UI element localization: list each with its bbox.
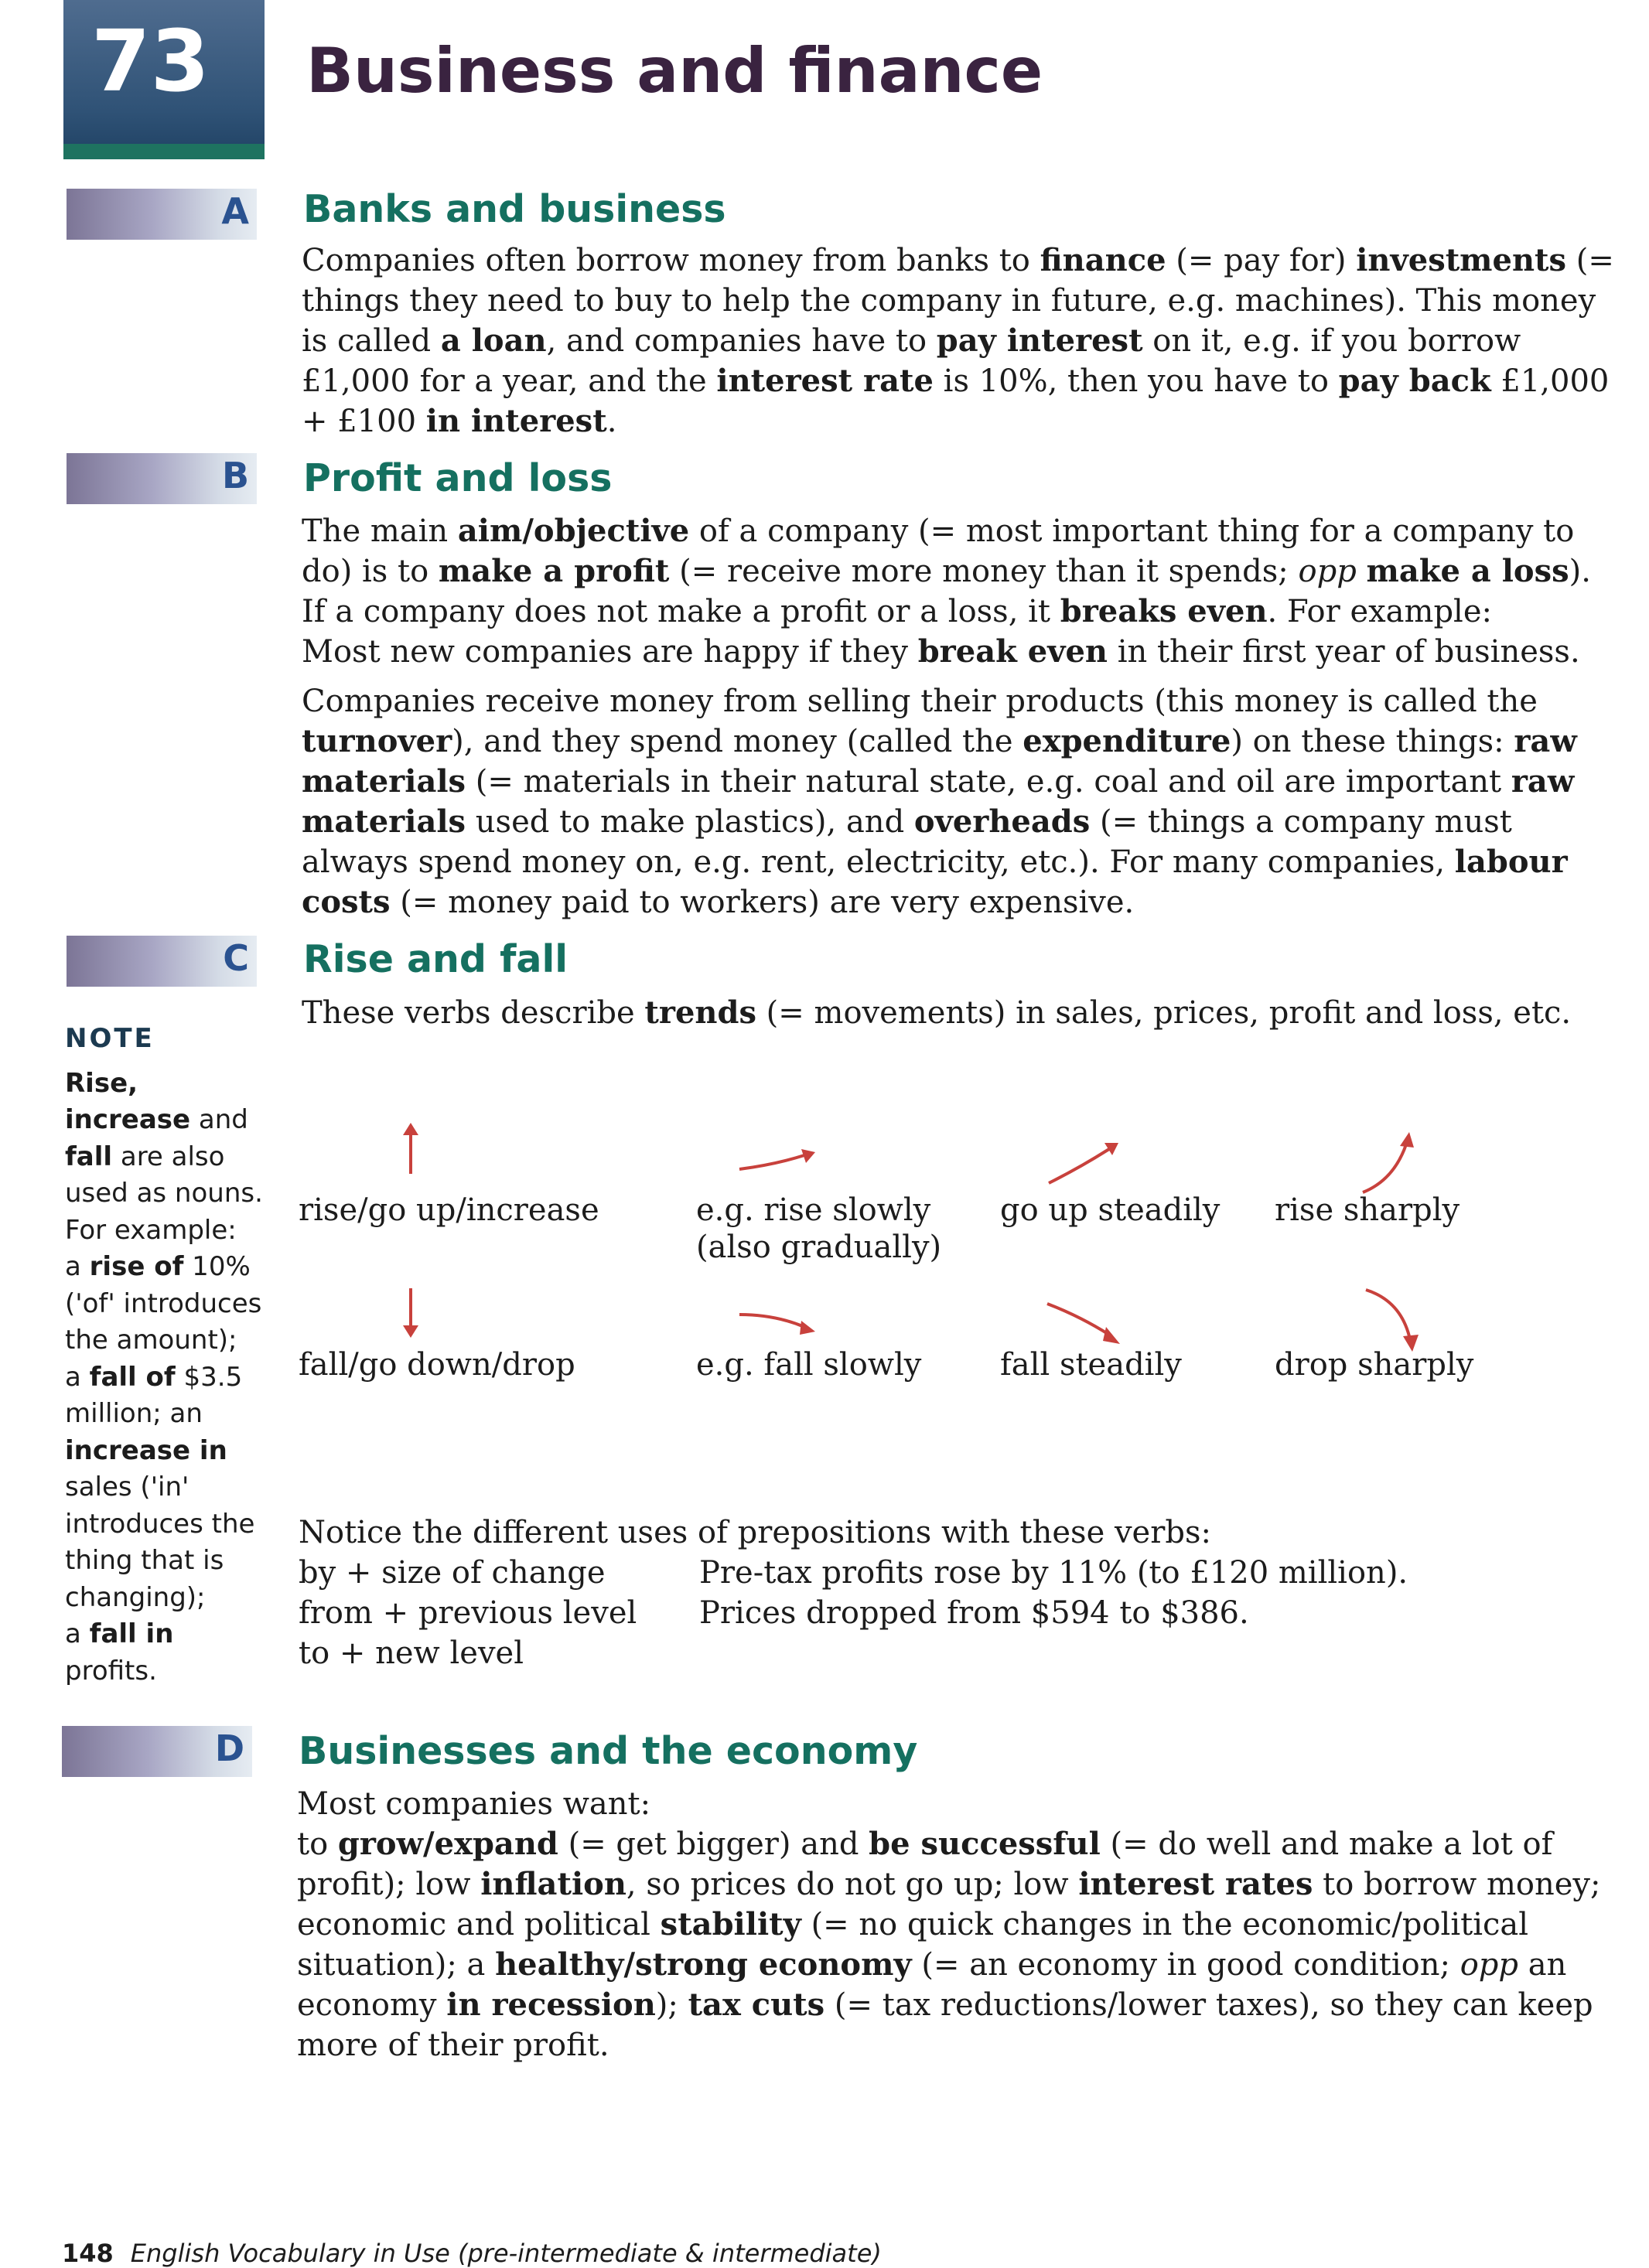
verb-fall-main: fall/go down/drop	[299, 1347, 575, 1383]
section-c-letter: C	[223, 937, 249, 979]
section-c-tab	[67, 936, 257, 987]
verb-fall-slowly: e.g. fall slowly	[696, 1347, 922, 1383]
verb-rise-sharply: rise sharply	[1275, 1192, 1460, 1228]
arrow-drop-sharply-icon	[1361, 1285, 1423, 1353]
verb-fall-steadily: fall steadily	[1000, 1347, 1182, 1383]
section-d-intro: Most companies want:	[297, 1786, 651, 1822]
verb-go-up-steadily: go up steadily	[1000, 1192, 1221, 1228]
page-title: Business and finance	[306, 35, 1043, 107]
verb-rise-slowly: e.g. rise slowly	[696, 1192, 931, 1228]
unit-number: 73	[91, 12, 210, 111]
section-b-text	[302, 511, 1617, 923]
arrow-go-up-steadily-icon	[1046, 1140, 1120, 1188]
note-text: Rise, increase and fall are also used as nouns. For example: a rise of 10% ('of' introduces the amount); a fall of $3.5 million; an increase in sales ('in' introduces the thing that is changing); a fall in profits.	[65, 1067, 263, 1687]
prep-row-example: Prices dropped from $594 to $386.	[699, 1595, 1249, 1631]
prep-row-example: Pre-tax profits rose by 11% (to £120 million).	[699, 1555, 1408, 1591]
section-c-intro	[302, 993, 1617, 1033]
prep-row-left: by + size of change	[299, 1555, 606, 1591]
arrow-rise-sharply-icon	[1358, 1131, 1420, 1197]
section-c-intro-text: These verbs describe trends (= movements) in sales, prices, profit and loss, etc.	[302, 994, 1572, 1031]
unit-box-stripe	[63, 144, 265, 159]
prepositions-intro: Notice the different uses of prepositions with these verbs:	[299, 1515, 1211, 1550]
page-footer	[62, 2241, 882, 2266]
arrow-down-icon	[401, 1287, 421, 1338]
verb-drop-sharply: drop sharply	[1275, 1347, 1474, 1383]
section-b-letter: B	[221, 455, 249, 496]
section-d-text	[297, 1784, 1620, 2065]
section-d-paragraph: to grow/expand (= get bigger) and be successful (= do well and make a lot of profit); low inflation, so prices do not go up; low interest rates to borrow money; economic and political stability (= no quick changes in the economic/political situation); a healthy/strong economy (= an economy in good condition; opp an economy in recession); tax cuts (= tax reductions/lower taxes), so they can keep more of their profit.	[297, 1826, 1601, 2063]
section-b-paragraph-1: The main aim/objective of a company (= most important thing for a company to do) is to make a profit (= receive more money than it spends; opp make a loss). If a company does not make a profit or a loss, it breaks even. For example:	[302, 513, 1591, 629]
arrow-fall-steadily-icon	[1044, 1299, 1122, 1347]
note-box	[65, 1021, 268, 1690]
section-a-paragraph: Companies often borrow money from banks to finance (= pay for) investments (= things they need to buy to help the company in future, e.g. machines). This money is called a loan, and companies have to pay interest on it, e.g. if you borrow £1,000 for a year, and the interest rate is 10%, then you have to pay back £1,000 + £100 in interest.	[302, 242, 1614, 439]
section-d-tab	[62, 1726, 252, 1777]
section-b-heading: Profit and loss	[303, 456, 613, 500]
section-d-heading: Businesses and the economy	[299, 1729, 918, 1773]
section-b-tab	[67, 453, 257, 504]
arrow-fall-slowly-icon	[736, 1308, 817, 1336]
section-c-heading: Rise and fall	[303, 937, 568, 981]
section-a-letter: A	[221, 190, 249, 232]
prep-row-left: to + new level	[299, 1635, 524, 1671]
page-number: 148	[62, 2239, 114, 2268]
section-d-letter: D	[214, 1727, 244, 1769]
arrow-rise-slowly-icon	[736, 1148, 817, 1174]
section-b-example: Most new companies are happy if they break even in their first year of business.	[302, 633, 1580, 670]
verb-rise-gradually: (also gradually)	[696, 1229, 942, 1265]
note-title: NOTE	[65, 1023, 155, 1054]
section-a-text	[302, 240, 1617, 442]
section-a-tab	[67, 189, 257, 240]
arrow-up-icon	[401, 1123, 421, 1175]
prep-row-left: from + previous level	[299, 1595, 637, 1631]
section-a-heading: Banks and business	[303, 187, 726, 231]
verb-rise-main: rise/go up/increase	[299, 1192, 599, 1228]
book-title: English Vocabulary in Use (pre-intermediate & intermediate)	[130, 2239, 882, 2268]
section-b-paragraph-2: Companies receive money from selling their products (this money is called the turnover), and they spend money (called the expenditure) on these things: raw materials (= materials in their natural state, e.g. coal and oil are important raw materials used to make plastics), and overheads (= things a company must always spend money on, e.g. rent, electricity, etc.). For many companies, labour costs (= money paid to workers) are very expensive.	[302, 684, 1577, 920]
